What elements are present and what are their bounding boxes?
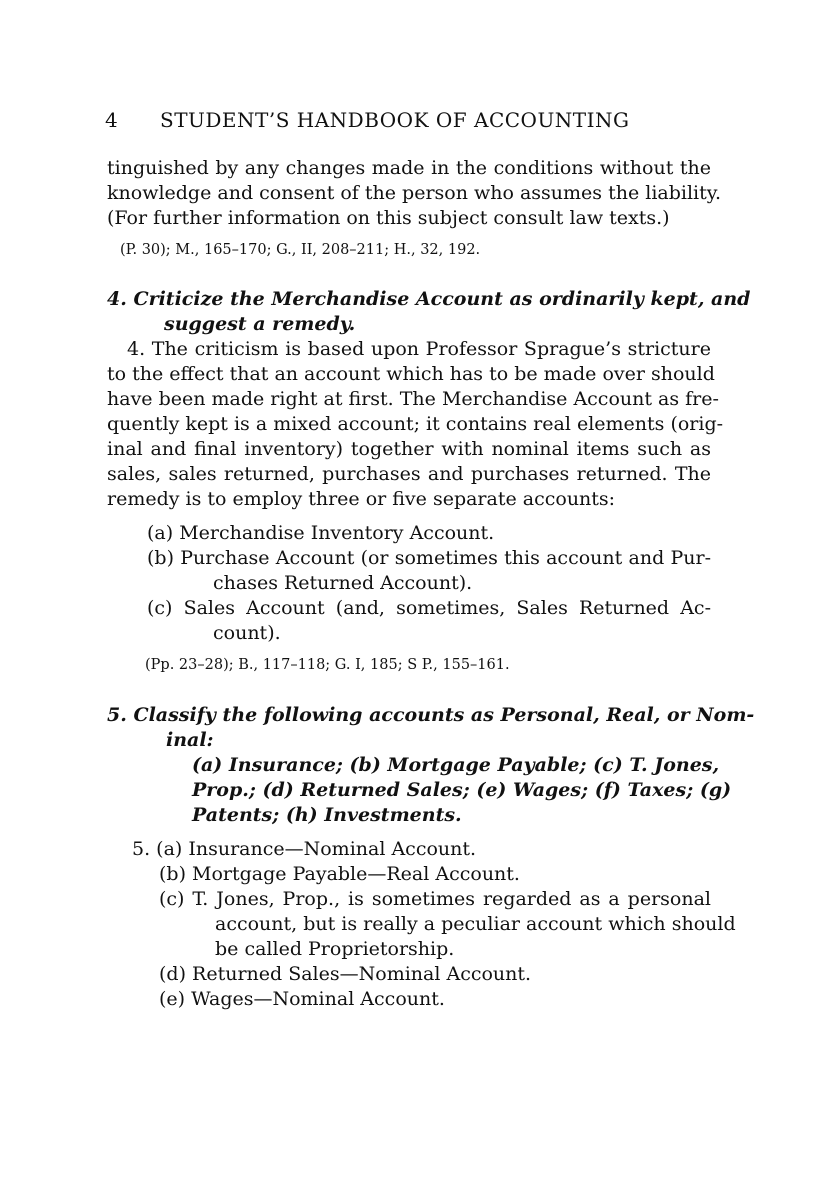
answer-line: to the effect that an account which has to be made over should (107, 363, 715, 385)
page-number: 4 (105, 108, 119, 132)
running-header (105, 108, 630, 132)
question-heading: 4. Criticize the Merchandise Account as ordinarily kept, and (107, 288, 751, 310)
text-line: knowledge and consent of the person who assumes the liability. (107, 182, 722, 204)
reference-line: (P. 30); M., 165–170; G., II, 208–211; H., 32, 192. (120, 242, 481, 258)
list-item: count). (213, 622, 281, 644)
answer-item: (b) Mortgage Payable—Real Account. (159, 863, 520, 885)
answer-item: (c) T. Jones, Prop., is sometimes regarded as a personal (159, 888, 711, 910)
answer-line: quently kept is a mixed account; it contains real elements (orig- (107, 413, 724, 435)
answer-item: account, but is really a peculiar account which should (215, 913, 736, 935)
answer-line: sales, sales returned, purchases and purchases returned. The (107, 463, 711, 485)
answer-item: (e) Wages—Nominal Account. (159, 988, 445, 1010)
list-item: chases Returned Account). (213, 572, 473, 594)
answer-line: inal and final inventory) together with nominal items such as (107, 438, 711, 460)
question-text: Patents; (h) Investments. (192, 804, 462, 826)
answer-item: 5. (a) Insurance—Nominal Account. (132, 838, 477, 860)
question-heading: 5. Classify the following accounts as Personal, Real, or Nom- (107, 704, 755, 726)
answer-item: (d) Returned Sales—Nominal Account. (159, 963, 532, 985)
list-item: (a) Merchandise Inventory Account. (147, 522, 495, 544)
answer-line: have been made right at first. The Merchandise Account as fre- (107, 388, 719, 410)
list-item: (b) Purchase Account (or sometimes this account and Pur- (147, 547, 711, 569)
question-heading: inal: (166, 729, 214, 751)
text-line: tinguished by any changes made in the conditions without the (107, 157, 711, 179)
question-text: Prop.; (d) Returned Sales; (e) Wages; (f) Taxes; (g) (192, 779, 732, 801)
text-line: (For further information on this subject consult law texts.) (107, 207, 670, 229)
list-item: (c) Sales Account (and, sometimes, Sales Returned Ac- (147, 597, 711, 619)
running-title: STUDENT’S HANDBOOK OF ACCOUNTING (160, 108, 630, 132)
question-text: (a) Insurance; (b) Mortgage Payable; (c) T. Jones, (192, 754, 720, 776)
answer-line: remedy is to employ three or five separate accounts: (107, 488, 616, 510)
answer-line: 4. The criticism is based upon Professor Sprague’s stricture (127, 338, 711, 360)
question-heading: suggest a remedy. (164, 313, 356, 335)
reference-line: (Pp. 23–28); B., 117–118; G. I, 185; S P., 155–161. (145, 657, 510, 673)
answer-item: be called Proprietorship. (215, 938, 455, 960)
